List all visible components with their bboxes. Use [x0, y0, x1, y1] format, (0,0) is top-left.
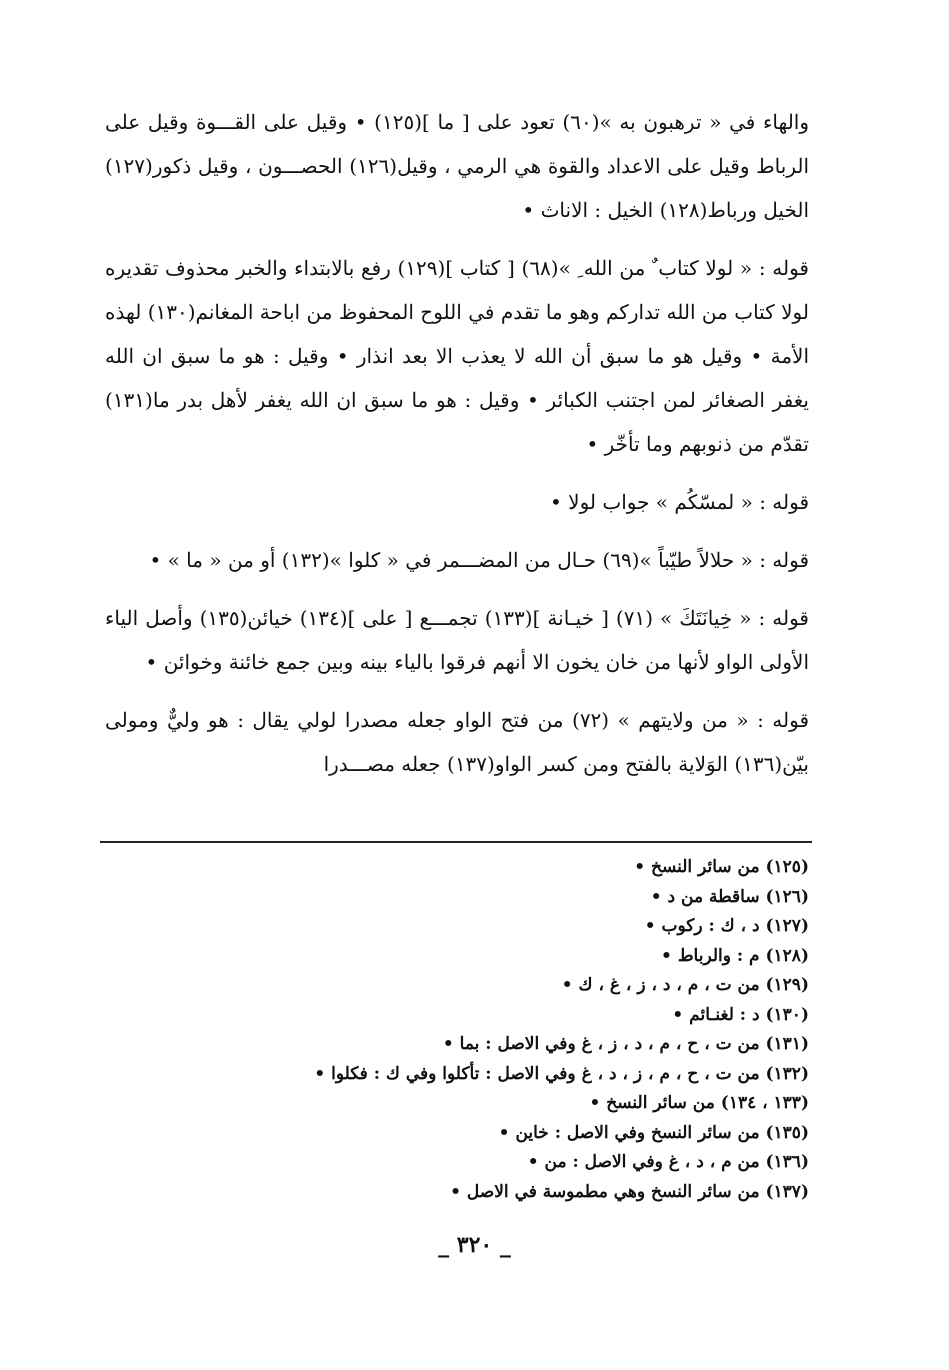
paragraph-6: قوله : « من ولايتهم » (٧٢) من فتح الواو جعله مصدرا لولي يقال : هو وليٌّ ومولى بيّن(١٣٦) الوَلاية بالفتح ومن كسر الواو(١٣٧) جعله مصـــدرا — [105, 708, 810, 776]
footnote-divider — [100, 841, 812, 843]
footnote-135: (١٣٥) من سائر النسخ وفي الاصل : خاين • — [498, 1122, 809, 1143]
paragraph-1: والهاء في « ترهبون به »(٦٠) تعود على [ ما ](١٢٥) • وقيل على القـــوة وقيل على الرباط وقيل على الاعداد والقوة هي الرمي ، وقيل(١٢٦) الحصـــون ، وقيل ذكور(١٢٧) الخيل ورباط(١٢٨) الخيل : الاناث • — [105, 110, 810, 222]
paragraph-4: قوله : « حلالاً طيّباً »(٦٩) حـال من المضـــمر في « كلوا »(١٣٢) أو من « ما » • — [149, 548, 809, 572]
main-text — [105, 100, 809, 800]
footnote-127: (١٢٧) د ، ك : ركوب • — [644, 916, 809, 936]
paragraph-3: قوله : « لمسّكُم » جواب لولا • — [550, 490, 809, 514]
footnote-133-134: (١٣٣ ، ١٣٤) من سائر النسخ • — [589, 1093, 809, 1113]
footnote-132: (١٣٢) من ت ، ح ، م ، ز ، د ، غ وفي الاصل : تأكلوا وفي ك : فكلوا • — [314, 1063, 809, 1084]
footnote-129: (١٢٩) من ت ، م ، د ، ز ، غ ، ك • — [561, 975, 809, 995]
footnote-137: (١٣٧) من سائر النسخ وهي مطموسة في الاصل • — [450, 1181, 809, 1202]
footnotes — [150, 853, 809, 1207]
footnote-128: (١٢٨) م : والرباط • — [661, 945, 809, 966]
paragraph-2: قوله : « لولا كتاب ٌ من الله ِ »(٦٨) [ كتاب ](١٢٩) رفع بالابتداء والخبر محذوف تقديره لولا كتاب من الله تداركم وهو ما تقدم في اللوح المحفوظ من اباحة المغانم(١٣٠) لهذه الأمة • وقيل هو ما سبق أن الله لا يعذب الا بعد انذار • وقيل : هو ما سبق ان الله يغفر الصغائر لمن اجتنب الكبائر • وقيل : هو ما سبق ان الله يغفر لأهل بدر ما(١٣١) تقدّم من ذنوبهم وما تأخّر • — [105, 256, 809, 456]
page-number: _ ٣٢٠ _ — [438, 1232, 511, 1258]
footnote-125: (١٢٥) من سائر النسخ • — [634, 857, 809, 877]
footnote-136: (١٣٦) من م ، د ، غ وفي الاصل : من • — [527, 1152, 809, 1172]
footnote-130: (١٣٠) د : لغنـائم • — [672, 1004, 809, 1025]
footnote-131: (١٣١) من ت ، ح ، م ، د ، ز ، غ وفي الاصل : بما • — [442, 1034, 809, 1054]
paragraph-5: قوله : « خِيانَتَكَ » (٧١) [ خيـانة ](١٣٣) تجمـــع [ على ](١٣٤) خيائن(١٣٥) وأصل الياء الأولى الواو لأنها من خان يخون الا أنهم فرقوا بالياء بينه وبين جمع خائنة وخوائن • — [105, 606, 809, 674]
footnote-126: (١٢٦) ساقطة من د • — [650, 886, 809, 907]
